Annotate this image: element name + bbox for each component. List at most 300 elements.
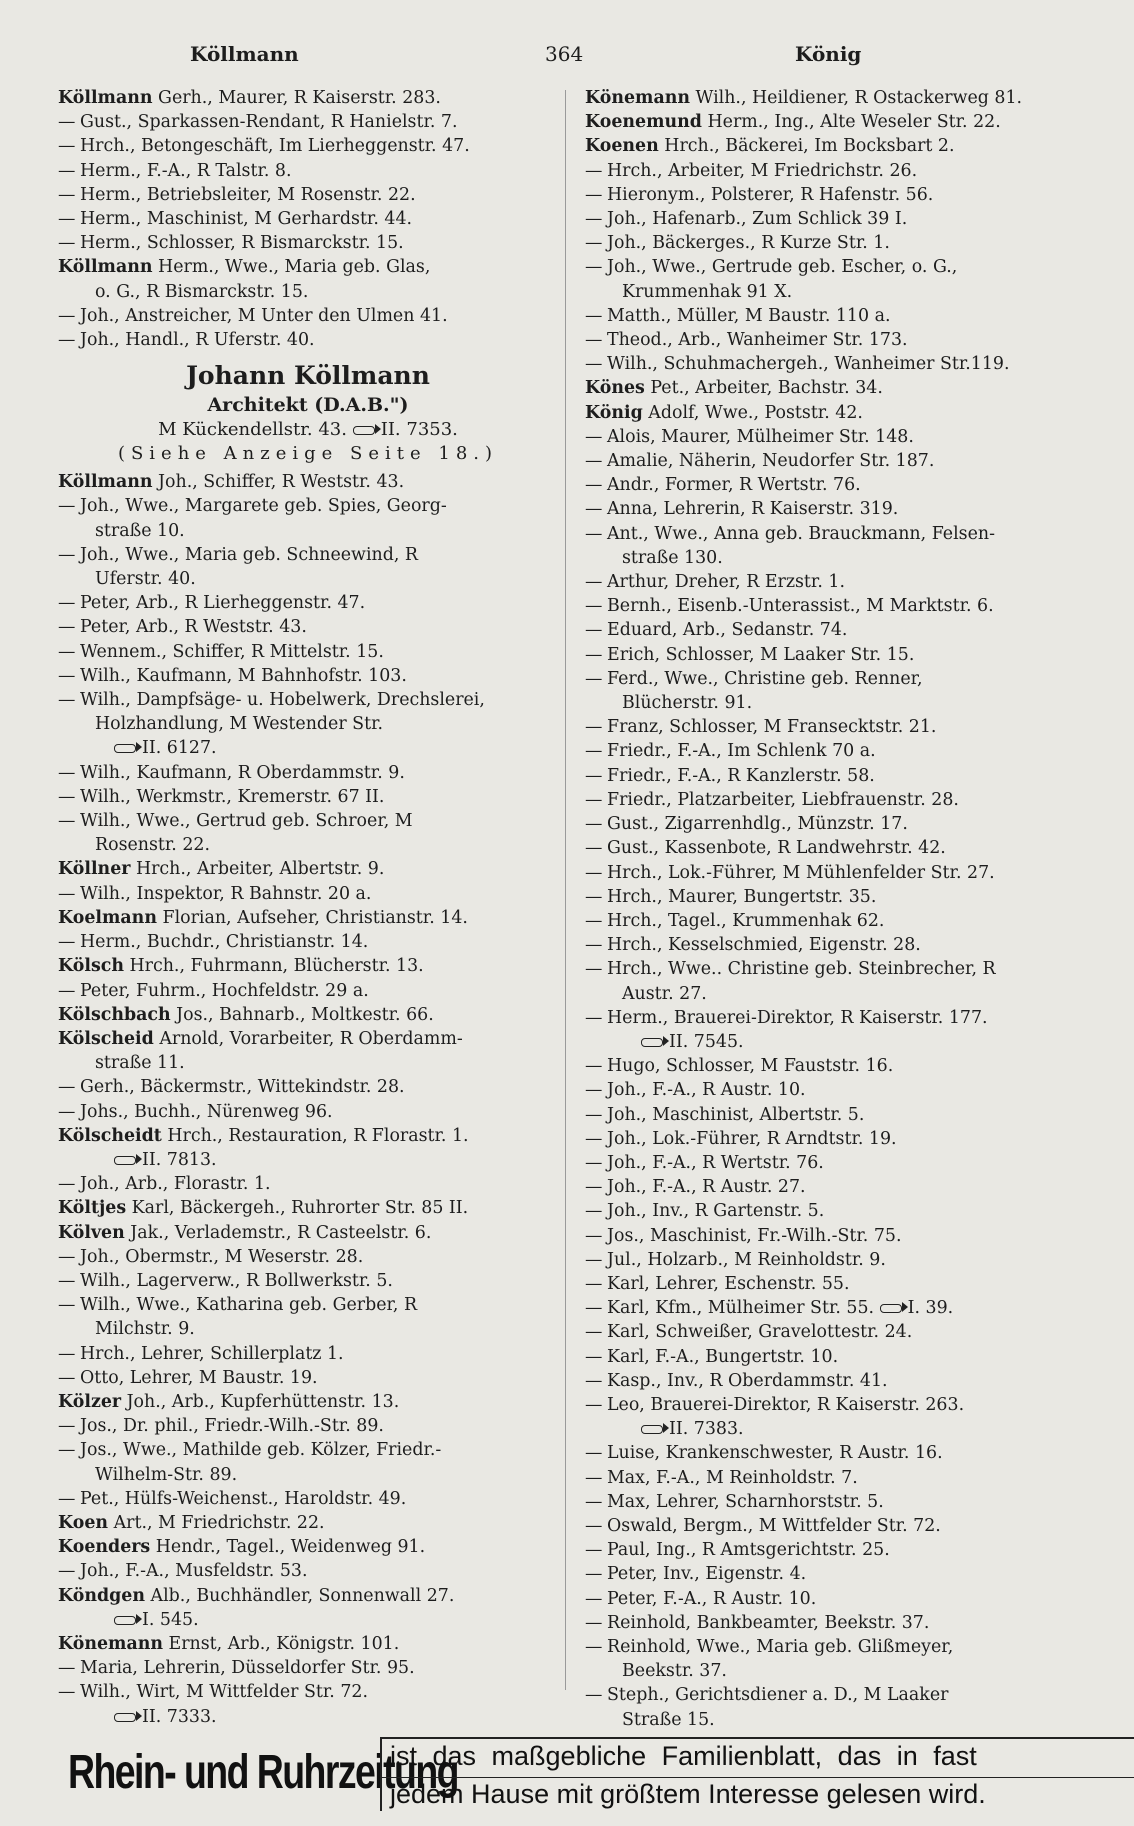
directory-entry — [58, 954, 558, 978]
entry-text: Jos., Bahnarb., Moltkestr. 66. — [176, 1004, 434, 1025]
directory-entry — [58, 1390, 558, 1414]
ditto-dash: — — [585, 765, 603, 786]
directory-entry — [58, 1293, 558, 1317]
entry-surname: Kölzer — [58, 1391, 122, 1412]
directory-entry — [585, 1127, 1090, 1151]
entry-text: Alois, Maurer, Mülheimer Str. 148. — [607, 426, 914, 447]
directory-entry — [58, 615, 558, 639]
ditto-dash: — — [585, 741, 603, 762]
directory-entry — [585, 594, 1090, 618]
phone-number: II. 7383. — [669, 1419, 744, 1440]
directory-entry — [58, 906, 558, 930]
directory-entry — [585, 1248, 1090, 1272]
directory-entry — [585, 1006, 1090, 1030]
entry-continuation: Milchstr. 9. — [95, 1319, 195, 1340]
directory-entry — [585, 1320, 1090, 1344]
entry-text: Adolf, Wwe., Poststr. 42. — [648, 402, 863, 423]
telephone-icon — [641, 1038, 663, 1047]
entry-text: Karl, Bäckergeh., Ruhrorter Str. 85 II. — [131, 1198, 469, 1219]
entry-text: Friedr., F.-A., R Kanzlerstr. 58. — [607, 765, 875, 786]
ditto-dash: — — [58, 112, 76, 133]
ditto-dash: — — [585, 1540, 603, 1561]
ditto-dash: — — [585, 209, 603, 230]
ditto-dash: — — [585, 572, 603, 593]
entry-text: Art., M Friedrichstr. 22. — [113, 1512, 325, 1533]
entry-text: Karl, Schweißer, Gravelottestr. 24. — [607, 1322, 913, 1343]
entry-text: Herm., Buchdr., Christianstr. 14. — [80, 932, 369, 953]
entry-text: Joh., Arb., Kupferhüttenstr. 13. — [126, 1391, 400, 1412]
ditto-dash: — — [58, 496, 76, 517]
directory-entry — [585, 1538, 1090, 1562]
header-left-keyword: Köllmann — [190, 42, 299, 66]
footer-slogan-line-2: jedem Hause mit größtem Interesse gelesen wird. — [382, 1777, 1134, 1810]
entry-text: Peter, Arb., R Weststr. 43. — [80, 617, 307, 638]
page-number: 364 — [545, 42, 584, 66]
entry-text: Alb., Buchhändler, Sonnenwall 27. — [150, 1585, 455, 1606]
entry-text: Gust., Zigarrenhdlg., Münzstr. 17. — [607, 814, 908, 835]
directory-entry — [585, 1103, 1090, 1127]
entry-text: Herm., Betriebsleiter, M Rosenstr. 22. — [80, 184, 416, 205]
directory-entry — [585, 159, 1090, 183]
entry-text: Bernh., Eisenb.-Unterassist., M Marktstr. 6. — [607, 596, 994, 617]
entry-text: Theod., Arb., Wanheimer Str. 173. — [607, 330, 908, 351]
directory-entry — [58, 761, 558, 785]
directory-entry — [58, 688, 558, 712]
directory-entry — [585, 1224, 1090, 1248]
directory-entry — [58, 1511, 558, 1535]
ditto-dash: — — [585, 1685, 603, 1706]
phone-line — [585, 1417, 1090, 1441]
directory-entry — [585, 643, 1090, 667]
entry-text: Max, Lehrer, Scharnhorststr. 5. — [607, 1491, 884, 1512]
entry-surname: Kölven — [58, 1222, 125, 1243]
directory-entry — [58, 134, 558, 158]
entry-text: Wilh., Schuhmachergeh., Wanheimer Str.119. — [607, 354, 1010, 375]
ditto-dash: — — [58, 1440, 76, 1461]
ditto-dash: — — [585, 1370, 603, 1391]
directory-entry — [585, 1175, 1090, 1199]
directory-entry — [58, 255, 558, 279]
ditto-dash: — — [585, 1612, 603, 1633]
directory-entry — [58, 494, 558, 518]
entry-text: Joh., Anstreicher, M Unter den Ulmen 41. — [80, 305, 448, 326]
directory-entry — [585, 1151, 1090, 1175]
ditto-dash: — — [585, 1515, 603, 1536]
telephone-icon — [114, 1156, 136, 1165]
entry-surname: Köndgen — [58, 1585, 146, 1606]
telephone-icon — [114, 1713, 136, 1722]
directory-entry — [585, 328, 1090, 352]
directory-entry — [585, 1490, 1090, 1514]
directory-entry — [585, 183, 1090, 207]
entry-continuation: Rosenstr. 22. — [95, 835, 211, 856]
directory-entry — [585, 618, 1090, 642]
directory-entry — [585, 1369, 1090, 1393]
directory-entry — [585, 376, 1090, 400]
entry-continuation: Holzhandlung, M Westender Str. — [95, 714, 383, 735]
directory-entry — [58, 543, 558, 567]
entry-text: Herm., Brauerei-Direktor, R Kaiserstr. 177. — [607, 1007, 988, 1028]
entry-text: Hrch., Restauration, R Florastr. 1. — [167, 1125, 469, 1146]
entry-text: Herm., Maschinist, M Gerhardstr. 44. — [80, 209, 413, 230]
ditto-dash: — — [585, 1273, 603, 1294]
ditto-dash: — — [585, 838, 603, 859]
entry-text: Joh., Maschinist, Albertstr. 5. — [607, 1104, 865, 1125]
directory-entry — [585, 110, 1090, 134]
ditto-dash: — — [58, 593, 76, 614]
ditto-dash: — — [58, 1246, 76, 1267]
directory-entry — [58, 1559, 558, 1583]
entry-surname: Kölscheidt — [58, 1125, 162, 1146]
directory-entry — [58, 304, 558, 328]
entry-text: Hrch., Betongeschäft, Im Lierheggenstr. 47. — [80, 136, 470, 157]
directory-entry — [58, 1124, 558, 1148]
entry-text: Herm., F.-A., R Talstr. 8. — [80, 160, 292, 181]
directory-entry — [58, 1003, 558, 1027]
entry-surname: Könes — [585, 378, 645, 399]
ditto-dash: — — [585, 1564, 603, 1585]
ditto-dash: — — [58, 665, 76, 686]
entry-text: Hrch., Kesselschmied, Eigenstr. 28. — [607, 935, 921, 956]
footer-slogan-line-1: ist das maßgebliche Familienblatt, das in fast — [390, 1741, 977, 1771]
ditto-dash: — — [585, 1177, 603, 1198]
entry-text: Joh., Obermstr., M Weserstr. 28. — [80, 1246, 364, 1267]
entry-text: Hrch., Lok.-Führer, M Mühlenfelder Str. 27. — [607, 862, 995, 883]
directory-entry — [58, 231, 558, 255]
directory-entry — [58, 86, 558, 110]
directory-entry — [585, 425, 1090, 449]
entry-text: Oswald, Bergm., M Wittfelder Str. 72. — [607, 1515, 941, 1536]
ditto-dash: — — [58, 1295, 76, 1316]
directory-entry — [585, 836, 1090, 860]
entry-text: Herm., Wwe., Maria geb. Glas, — [158, 257, 431, 278]
entry-text: Joh., Hafenarb., Zum Schlick 39 I. — [607, 209, 908, 230]
entry-surname: Koenders — [58, 1537, 151, 1558]
ad-reference — [58, 442, 558, 466]
directory-entry — [585, 1635, 1090, 1659]
ad-address-text: M Kückendellstr. 43. — [158, 419, 347, 441]
ditto-dash: — — [585, 1588, 603, 1609]
directory-entry — [585, 134, 1090, 158]
entry-text: Hendr., Tagel., Weidenweg 91. — [155, 1537, 426, 1558]
entry-text: Hrch., Bäckerei, Im Bocksbart 2. — [664, 136, 955, 157]
ditto-dash: — — [58, 1416, 76, 1437]
ditto-dash: — — [585, 1080, 603, 1101]
ditto-dash: — — [585, 160, 603, 181]
directory-entry — [585, 909, 1090, 933]
entry-text: Jos., Maschinist, Fr.-Wilh.-Str. 75. — [607, 1225, 902, 1246]
phone-line — [58, 1608, 558, 1632]
ditto-dash: — — [58, 641, 76, 662]
entry-continuation: Beekstr. 37. — [622, 1661, 727, 1682]
ad-address — [58, 418, 558, 442]
directory-entry — [58, 809, 558, 833]
entry-text: Arnold, Vorarbeiter, R Oberdamm- — [159, 1028, 463, 1049]
entry-text: Wilh., Heildiener, R Ostackerweg 81. — [695, 88, 1023, 108]
entry-text: Peter, Arb., R Lierheggenstr. 47. — [80, 593, 366, 614]
entry-continuation: Austr. 27. — [622, 983, 707, 1004]
ditto-dash: — — [585, 1394, 603, 1415]
directory-entry — [58, 1680, 558, 1704]
footer-advertisement — [68, 1737, 1088, 1809]
ditto-dash: — — [58, 544, 76, 565]
directory-entry — [58, 1414, 558, 1438]
ditto-dash: — — [585, 910, 603, 931]
ditto-dash: — — [585, 233, 603, 254]
entry-text: Hrch., Arbeiter, M Friedrichstr. 26. — [607, 160, 918, 181]
entry-text: Joh., F.-A., Musfeldstr. 53. — [80, 1561, 308, 1582]
ditto-dash: — — [58, 1101, 76, 1122]
entry-text: Wilh., Kaufmann, M Bahnhofstr. 103. — [80, 665, 407, 686]
entry-continuation: Uferstr. 40. — [95, 569, 196, 590]
directory-entry — [585, 304, 1090, 328]
entry-text: Eduard, Arb., Sedanstr. 74. — [607, 620, 848, 641]
directory-entry — [58, 930, 558, 954]
entry-text: Joh., Inv., R Gartenstr. 5. — [607, 1201, 825, 1222]
directory-entry — [585, 352, 1090, 376]
entry-surname: König — [585, 402, 643, 423]
ditto-dash: — — [58, 1077, 76, 1098]
ad-name — [58, 360, 558, 392]
directory-entry — [585, 1466, 1090, 1490]
directory-entry — [58, 1100, 558, 1124]
entry-text: Otto, Lehrer, M Baustr. 19. — [80, 1367, 318, 1388]
entry-text: Wilh., Wirt, M Wittfelder Str. 72. — [80, 1682, 368, 1703]
ditto-dash: — — [585, 1322, 603, 1343]
directory-entry — [585, 812, 1090, 836]
ditto-dash: — — [585, 644, 603, 665]
directory-entry — [58, 1584, 558, 1608]
entry-text: Florian, Aufseher, Christianstr. 14. — [162, 907, 468, 928]
phone-number: II. 7545. — [669, 1031, 744, 1052]
entry-continuation: Wilhelm-Str. 89. — [95, 1464, 238, 1485]
directory-entry — [585, 1683, 1090, 1707]
directory-entry — [585, 1272, 1090, 1296]
ditto-dash: — — [585, 959, 603, 980]
ditto-dash: — — [58, 1270, 76, 1291]
ditto-dash: — — [58, 617, 76, 638]
ditto-dash: — — [585, 305, 603, 326]
directory-entry — [58, 207, 558, 231]
entry-surname: Köllmann — [58, 472, 153, 493]
ditto-dash: — — [585, 886, 603, 907]
ditto-dash: — — [585, 862, 603, 883]
ditto-dash: — — [585, 1104, 603, 1125]
telephone-icon — [353, 426, 375, 435]
directory-entry — [58, 1196, 558, 1220]
entry-text: Joh., Wwe., Maria geb. Schneewind, R — [80, 544, 418, 565]
directory-entry — [585, 933, 1090, 957]
entry-text: Pet., Arbeiter, Bachstr. 34. — [650, 378, 883, 399]
directory-entry — [58, 979, 558, 1003]
entry-surname: Koenemund — [585, 112, 702, 133]
directory-entry — [585, 1587, 1090, 1611]
ditto-dash: — — [58, 932, 76, 953]
entry-text: Peter, F.-A., R Austr. 10. — [607, 1588, 817, 1609]
header-right-keyword: König — [795, 42, 862, 66]
ditto-dash: — — [58, 330, 76, 351]
footer-brand: Rhein- und Ruhrzeitung — [68, 1746, 458, 1799]
directory-entry — [585, 522, 1090, 546]
directory-entry — [585, 570, 1090, 594]
entry-surname: Könemann — [58, 1633, 163, 1654]
entry-text: Joh., Schiffer, R Weststr. 43. — [158, 472, 405, 493]
entry-text: Anna, Lehrerin, R Kaiserstr. 319. — [607, 499, 899, 520]
ditto-dash: — — [585, 596, 603, 617]
entry-text: Gust., Sparkassen-Rendant, R Hanielstr. 7. — [80, 112, 458, 133]
entry-text: Erich, Schlosser, M Laaker Str. 15. — [607, 644, 915, 665]
ditto-dash: — — [58, 1561, 76, 1582]
directory-entry — [58, 183, 558, 207]
entry-text: Reinhold, Wwe., Maria geb. Glißmeyer, — [607, 1637, 954, 1657]
entry-surname: Kölscheid — [58, 1028, 154, 1049]
entry-surname: Köllmann — [58, 257, 153, 278]
entry-surname: Kölschbach — [58, 1004, 171, 1025]
ditto-dash: — — [585, 499, 603, 520]
ad-reference-text: (Siehe Anzeige Seite 18.) — [117, 443, 499, 465]
telephone-icon — [114, 1616, 136, 1625]
page-header — [0, 42, 1134, 72]
directory-entry — [585, 207, 1090, 231]
directory-entry — [585, 255, 1090, 279]
column-divider — [565, 90, 566, 1690]
directory-entry — [585, 1393, 1090, 1417]
directory-entry — [58, 1172, 558, 1196]
ditto-dash: — — [58, 305, 76, 326]
entry-surname: Költjes — [58, 1198, 127, 1219]
entry-text: Maria, Lehrerin, Düsseldorfer Str. 95. — [80, 1658, 415, 1679]
advertisement-block — [58, 360, 558, 466]
ditto-dash: — — [585, 1491, 603, 1512]
telephone-icon — [641, 1425, 663, 1434]
directory-entry — [58, 1221, 558, 1245]
entry-text: Jak., Verlademstr., R Casteelstr. 6. — [130, 1222, 432, 1243]
entry-text: Johs., Buchh., Nürenweg 96. — [80, 1101, 333, 1122]
ditto-dash: — — [58, 762, 76, 783]
directory-entry — [585, 86, 1090, 110]
entry-text: Kasp., Inv., R Oberdammstr. 41. — [607, 1370, 888, 1391]
entry-text: Hrch., Fuhrmann, Blücherstr. 13. — [129, 956, 424, 977]
right-column — [585, 86, 1090, 1732]
directory-entry — [58, 1487, 558, 1511]
entry-text: Wennem., Schiffer, R Mittelstr. 15. — [80, 641, 384, 662]
directory-entry — [58, 1366, 558, 1390]
ditto-dash: — — [58, 786, 76, 807]
entry-continuation: straße 10. — [95, 520, 185, 541]
entry-text: Herm., Schlosser, R Bismarckstr. 15. — [80, 233, 404, 254]
directory-entry — [58, 159, 558, 183]
phone-number: II. 7333. — [142, 1706, 217, 1727]
entry-text: Joh., F.-A., R Austr. 10. — [607, 1080, 806, 1101]
entry-text: Ferd., Wwe., Christine geb. Renner, — [607, 668, 923, 689]
directory-entry — [58, 640, 558, 664]
entry-text: Wilh., Wwe., Katharina geb. Gerber, R — [80, 1295, 418, 1316]
entry-text: Luise, Krankenschwester, R Austr. 16. — [607, 1443, 943, 1464]
footer-slogan-box — [380, 1737, 1134, 1811]
directory-entry — [585, 764, 1090, 788]
ditto-dash: — — [585, 451, 603, 472]
ditto-dash: — — [585, 1637, 603, 1657]
entry-text: Steph., Gerichtsdiener a. D., M Laaker — [607, 1685, 949, 1706]
entry-text: Peter, Fuhrm., Hochfeldstr. 29 a. — [80, 980, 369, 1001]
entry-text: Arthur, Dreher, R Erzstr. 1. — [607, 572, 845, 593]
ditto-dash: — — [585, 1201, 603, 1222]
directory-entry — [58, 1438, 558, 1462]
directory-entry — [58, 882, 558, 906]
entry-text: Amalie, Näherin, Neudorfer Str. 187. — [607, 451, 935, 472]
ditto-dash: — — [585, 1225, 603, 1246]
ditto-dash: — — [58, 1682, 76, 1703]
entry-text: Hrch., Tagel., Krummenhak 62. — [607, 910, 885, 931]
entry-text: Ant., Wwe., Anna geb. Brauckmann, Felsen- — [607, 523, 995, 544]
ditto-dash: — — [58, 233, 76, 254]
left-column — [58, 86, 558, 1729]
entry-surname: Könemann — [585, 88, 690, 108]
entry-text: Wilh., Werkmstr., Kremerstr. 67 II. — [80, 786, 385, 807]
ditto-dash: — — [585, 1443, 603, 1464]
ditto-dash: — — [58, 1367, 76, 1388]
entry-text: Hrch., Maurer, Bungertstr. 35. — [607, 886, 877, 907]
ditto-dash: — — [58, 690, 76, 711]
entry-surname: Koelmann — [58, 907, 157, 928]
entry-surname: Koenen — [585, 136, 659, 157]
directory-entry — [58, 1535, 558, 1559]
entry-text: Friedr., Platzarbeiter, Liebfrauenstr. 28. — [607, 789, 959, 810]
entry-text: Joh., F.-A., R Austr. 27. — [607, 1177, 806, 1198]
ditto-dash: — — [585, 330, 603, 351]
ditto-dash: — — [58, 980, 76, 1001]
ad-title — [58, 392, 558, 418]
entry-text: Joh., Lok.-Führer, R Arndtstr. 19. — [607, 1128, 897, 1149]
entry-text: Wilh., Inspektor, R Bahnstr. 20 a. — [80, 883, 372, 904]
directory-entry — [585, 1611, 1090, 1635]
entry-text: Wilh., Wwe., Gertrud geb. Schroer, M — [80, 811, 413, 832]
phone-number: II. 7813. — [142, 1149, 217, 1170]
entry-surname: Kölsch — [58, 956, 124, 977]
directory-entry — [585, 715, 1090, 739]
ditto-dash: — — [585, 1056, 603, 1077]
directory-entry — [585, 1562, 1090, 1586]
ditto-dash: — — [585, 426, 603, 447]
directory-entry — [58, 1245, 558, 1269]
ditto-dash: — — [585, 1128, 603, 1149]
directory-entry — [585, 788, 1090, 812]
ditto-dash: — — [585, 184, 603, 205]
directory-entry — [585, 861, 1090, 885]
ditto-dash: — — [585, 935, 603, 956]
ditto-dash: — — [585, 354, 603, 375]
phone-number: I. 545. — [142, 1609, 199, 1630]
directory-entry — [58, 110, 558, 134]
entry-text: Gerh., Maurer, R Kaiserstr. 283. — [158, 88, 441, 108]
entry-text: Hrch., Wwe.. Christine geb. Steinbrecher, R — [607, 959, 996, 980]
entry-text: Joh., Wwe., Gertrude geb. Escher, o. G., — [607, 257, 958, 278]
entry-surname: Köllner — [58, 859, 131, 880]
phone-number: II. 6127. — [142, 738, 217, 759]
directory-entry — [585, 1514, 1090, 1538]
directory-entry — [58, 785, 558, 809]
entry-text: Wilh., Lagerverw., R Bollwerkstr. 5. — [80, 1270, 393, 1291]
ditto-dash: — — [585, 475, 603, 496]
directory-entry — [585, 401, 1090, 425]
entry-text: Herm., Ing., Alte Weseler Str. 22. — [707, 112, 1001, 133]
entry-text: Joh., Wwe., Margarete geb. Spies, Georg- — [80, 496, 447, 517]
ditto-dash: — — [585, 717, 603, 738]
ditto-dash: — — [585, 257, 603, 278]
entry-text: Joh., Bäckerges., R Kurze Str. 1. — [607, 233, 890, 254]
ditto-dash: — — [585, 620, 603, 641]
directory-entry — [585, 667, 1090, 691]
